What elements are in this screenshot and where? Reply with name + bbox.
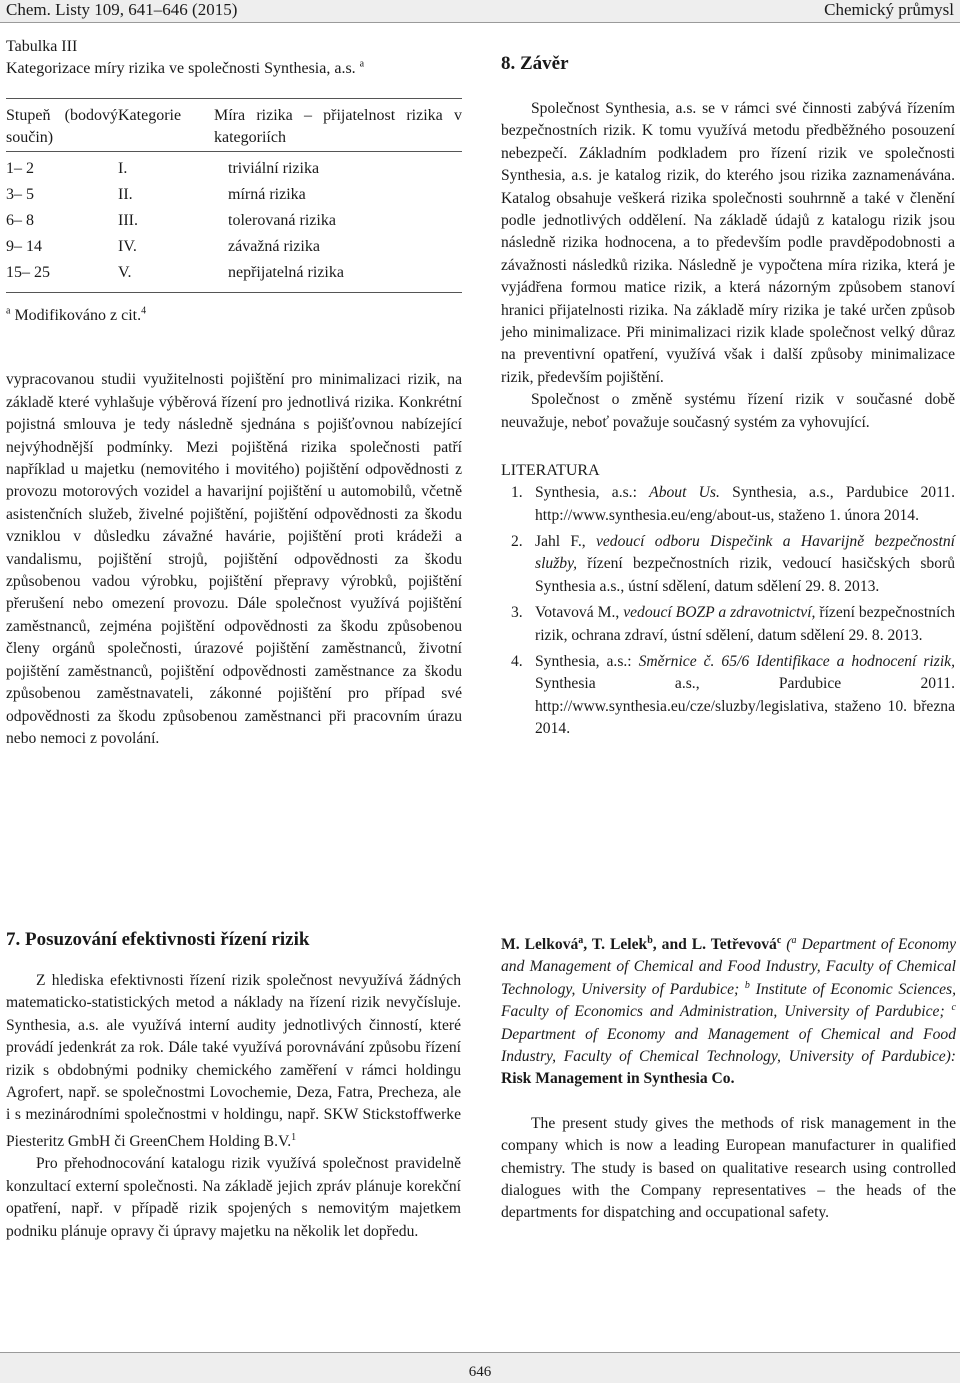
literature-heading: LITERATURA xyxy=(501,462,600,480)
table-cell: 15– 25 xyxy=(6,264,50,281)
page-header xyxy=(0,0,960,23)
table-cell: triviální rizika xyxy=(228,160,320,177)
conclusion-paragraph: Společnost Synthesia, a.s. se v rámci své činnosti zabývá řízením bezpečnostních rizik. K tomu využívá metodu předběžného posouzení nebezpečí. Základním podkladem pro řízení rizik ve společnosti Synthesia, a.s. je katalog rizik, do kterého jsou rizika zaznamenávána. Katalog obsahuje veškerá rizika společnosti souhrnně a také v členění podle jednotlivých oddělení. Na základě údajů z katalogu rizik jsou následně rizika hodnocena, a to především podle pravděpodobnosti a závažnosti následků rizika. Následně je vypočtena míra rizika, která je vyjádřena formou matice rizik, a která názorným způsobem stanoví hranici přijatelnosti rizika. Na základě míry rizika je také určen způsob jeho minimalizace. Při minimalizaci rizik klade společnost velký důraz na preventivní opatření, využívá však i další způsoby minimalizace rizik, především pojištění. xyxy=(501,100,955,386)
table-header-row xyxy=(6,105,462,152)
table-title-line: Kategorizace míry rizika ve společnosti Synthesia, a.s. $^a$ xyxy=(6,58,365,77)
table-row xyxy=(6,234,462,260)
table-cell: nepřijatelná rizika xyxy=(228,264,344,281)
table-header-cell: Kategorie xyxy=(118,107,182,124)
english-title: Risk Management in Synthesia Co. xyxy=(501,1070,735,1088)
table-cell: 9– 14 xyxy=(6,238,42,255)
reference-item: 4. Synthesia, a.s.: Směrnice č. 65/6 Identifikace a hodnocení rizik, Synthesia a.s., Pardubice 2011. http://www.synthesia.eu/cze/sluzby/legislativa, staženo 10. března 2014. xyxy=(511,652,955,738)
section7-paragraph: Z hlediska efektivnosti řízení rizik společnost nevyužívá žádných matematicko-statistických metod a náklady na řízení rizik nevyčísluje. Synthesia, a.s. ale využívá interní audity jednotlivých činností, které provádí jedenkrát za rok. Dále také využívá porovnávání způsobu řízení rizik s obdobnými podniky chemického zaměření v rámci holdingu Agrofert, např. se společnostmi Lovochemie, Deza, Fatra, Precheza, ale i s mezinárodními společnostmi v holdingu, např. SKW Stickstoffwerke Piesteritz GmbH či GreenChem Holding B.V.$^1$ xyxy=(6,972,461,1151)
reference-item: 2. Jahl F., vedoucí odboru Dispečink a Havarijně bezpečnostní služby, řízení bezpečnostních rizik, vedoucí hasičských sborů Synthesia a.s., ústní sdělení, datum sdělení 29. 8. 2013. xyxy=(511,532,955,595)
reference-item: 1. Synthesia, a.s.: About Us. Synthesia, a.s., Pardubice 2011. http://www.synthesia.eu/eng/about-us, staženo 1. února 2014. xyxy=(511,484,955,524)
section7-paragraph: Pro přehodnocování katalogu rizik využívá společnost pravidelně konzultací externí společnosti. Na základě jejich zpráv plánuje korekční opatření, např. v případě rizik spojených s nemovitým majetkem podniku plánuje opravy či úpravy majetku na několik let dopředu. xyxy=(6,1155,461,1240)
table-cell: 6– 8 xyxy=(6,212,34,229)
english-abstract-header: M. Lelková$^a$, T. Lelek$^b$, and L. Tetřevová$^c$ ($^a$ Department of Economy and Management of Chemical and Food Industry, Faculty of Chemical Technology, University of Pardubice; $^b$ Institute of Economic Sciences, Faculty of Economics and Administration, University of Pardubice; $^c$ Department of Economy and Management of Chemical and Food Industry, Faculty of Chemical Technology, University of Pardubice): Risk Management in Synthesia Co. xyxy=(501,934,957,1088)
table-cell: 1– 2 xyxy=(6,160,34,177)
table-cell: 3– 5 xyxy=(6,186,34,203)
page-number: 646 xyxy=(468,1364,492,1380)
insurance-paragraph: vypracovanou studii využitelnosti pojištění pro minimalizaci rizik, na základě které vyhlašuje výběrová řízení pro jednotlivá rizika. Konkrétní pojistná smlouva je tedy následně sjednána s pojišťovnou nabízející nejvýhodnější podmínky. Mezi pojištěná rizika společnosti patří například u majetku (nemovitého i movitého) pojištění odpovědnosti z provozu motorových vozidel a havarijní pojištění u automobilů, včetně asistenčních služeb, živelné pojištění, pojištění odpovědnosti za škodu vzniklou v důsledku závažné havárie, pojištění proti krádeži a vandalismu, pojištění strojů, pojištění odpovědnosti za škodu způsobenou vadou výrobku, pojištění přepravy výrobků, pojištění přerušení nebo omezení provozu. Dále společnost využívá pojištění zaměstnanců, zejména pojištění odpovědnosti za škodu způsobenou členy orgánů společnosti, úrazové pojištění zaměstnanců, životní pojištění zaměstnanců, pojištění odpovědnosti zaměstnance za škodu způsobenou zaměstnavateli, zákonné pojištění pro případ své odpovědnosti za škodu způsobenou zaměstnanci při pracovním úrazu nebo nemoci z povolání. xyxy=(6,371,462,747)
table-cell: III. xyxy=(118,212,138,229)
table-header-cell: Míra rizika – přijatelnost rizika v kategoriích xyxy=(214,107,462,146)
english-abstract-text: The present study gives the methods of risk management in the company which is now a leading European manufacturer in qualified chemistry. The study is based on qualitative research using controlled dialogues with the Company representatives – the heads of the departments for dispatching and occupational safety. xyxy=(501,1114,956,1222)
table-cell: tolerovaná rizika xyxy=(228,212,336,229)
table-cell: V. xyxy=(118,264,132,281)
table-header-cell: Stupeň (bodový součin) xyxy=(6,107,118,146)
table-cell: IV. xyxy=(118,238,137,255)
table-number: Tabulka III xyxy=(6,38,78,55)
reference-item: 3. Votavová M., vedoucí BOZP a zdravotnictví, řízení bezpečnostních rizik, ochrana zdraví, ústní sdělení, datum sdělení 29. 8. 2013. xyxy=(511,604,955,644)
journal-section: Chemický průmysl xyxy=(824,0,954,19)
author-name: M. Lelková$^a$ xyxy=(501,934,584,953)
table-row xyxy=(6,260,462,292)
conclusion-heading: 8. Závěr xyxy=(501,53,569,74)
left-column-bottom xyxy=(6,928,461,1243)
table-cell: závažná rizika xyxy=(228,238,320,255)
right-column-top xyxy=(501,52,955,745)
left-column-top xyxy=(6,36,462,750)
table-cell: I. xyxy=(118,160,128,177)
risk-table-wrapper xyxy=(6,98,462,293)
table-cell: II. xyxy=(118,186,133,203)
section7-heading: 7. Posuzování efektivnosti řízení rizik xyxy=(6,929,310,950)
table-cell: mírná rizika xyxy=(228,186,306,203)
reference-list xyxy=(501,482,955,740)
journal-citation: Chem. Listy 109, 641–646 (2015) xyxy=(6,0,238,19)
risk-category-table xyxy=(6,105,462,292)
author-name: T. Lelek$^b$ xyxy=(591,934,653,953)
conclusion-paragraph: Společnost o změně systému řízení rizik v současné době neuvažuje, neboť považuje současný systém za vyhovující. xyxy=(501,391,955,431)
table-caption xyxy=(6,36,462,80)
right-column-bottom xyxy=(501,934,956,1225)
table-footnote: $^a$ Modifikováno z cit.$^4$ xyxy=(6,305,147,324)
table-row xyxy=(6,182,462,208)
affiliations: ($^a$ Department of Economy and Management of Chemical and Food Industry, Faculty of Chemical Technology, University of Pardubice; $^b$ Institute of Economic Sciences, Faculty of Economics and Administration, University of Pardubice; $^c$ Department of Economy and Management of Chemical and Food Industry, Faculty of Chemical Technology, University of Pardubice): xyxy=(501,934,957,1066)
author-name: L. Tetřevová$^c$ xyxy=(691,934,782,953)
table-row xyxy=(6,208,462,234)
table-row xyxy=(6,152,462,183)
